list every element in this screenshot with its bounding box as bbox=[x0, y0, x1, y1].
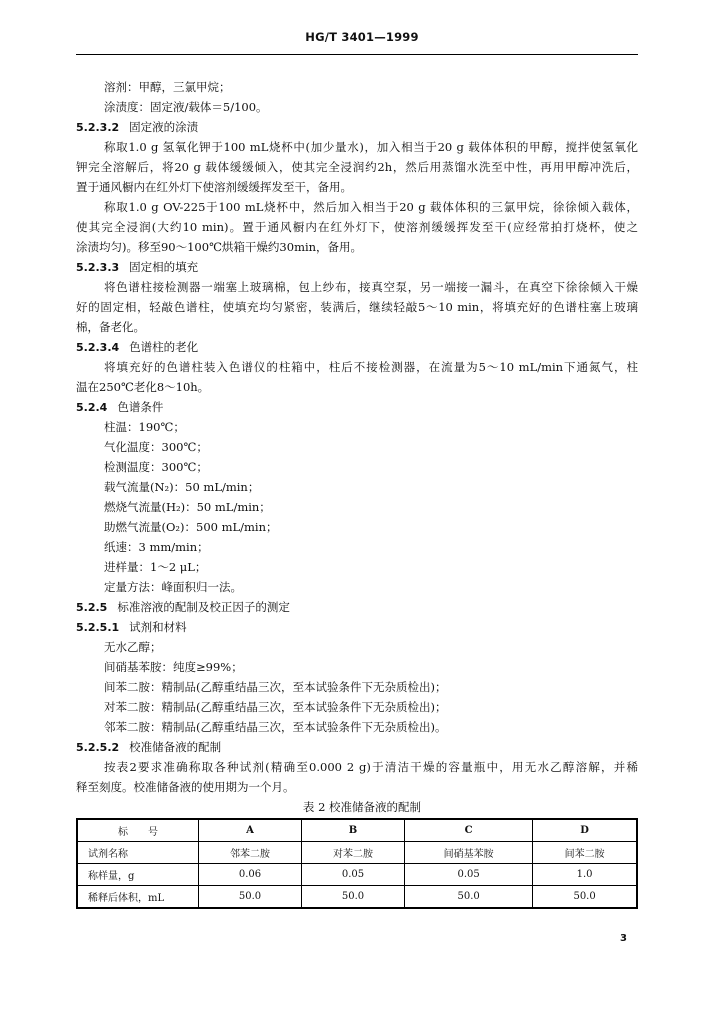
ratio-line: 涂渍度：固定液/载体＝5/100。 bbox=[104, 100, 268, 114]
reagent-item: 间苯二胺：精制品(乙醇重结晶三次，至本试验条件下无杂质检出)； bbox=[104, 680, 447, 694]
reagent-item: 对苯二胺：精制品(乙醇重结晶三次，至本试验条件下无杂质检出)； bbox=[104, 700, 447, 714]
paragraph-line: 钾完全溶解后，将20 g 载体缓缓倾入，使其完全浸润约2h，然后用蒸馏水洗至中性，再用甲醇冲洗后， bbox=[76, 160, 638, 174]
section-title: 固定液的涂渍 bbox=[129, 120, 199, 134]
table-row bbox=[77, 886, 637, 909]
condition-item: 进样量：1～2 μL； bbox=[104, 560, 207, 574]
condition-item: 纸速：3 mm/min； bbox=[104, 540, 209, 554]
section-number: 5.2.3.4 bbox=[76, 341, 120, 354]
section-title: 色谱条件 bbox=[117, 400, 164, 414]
section-5-2-3-4-heading bbox=[76, 339, 198, 356]
paragraph-line: 释至刻度。校准储备液的使用期为一个月。 bbox=[76, 780, 295, 794]
paragraph-line: 好的固定相，轻敲色谱柱，使填充均匀紧密，装满后，继续轻敲5～10 min，将填充好的色谱柱塞上玻璃 bbox=[76, 300, 638, 314]
section-5-2-3-2-heading bbox=[76, 119, 198, 136]
table-cell: 稀释后体积，mL bbox=[77, 886, 199, 909]
table-cell: 邻苯二胺 bbox=[199, 842, 302, 864]
page-number: 3 bbox=[620, 933, 627, 944]
section-number: 5.2.5 bbox=[76, 601, 108, 614]
section-5-2-5-heading bbox=[76, 599, 290, 616]
section-title: 色谱柱的老化 bbox=[129, 340, 199, 354]
condition-item: 柱温：190℃； bbox=[104, 420, 185, 434]
reagent-item: 间硝基苯胺：纯度≥99%； bbox=[104, 660, 243, 674]
condition-item: 助燃气流量(O₂)：500 mL/min； bbox=[104, 520, 278, 534]
paragraph-line: 棉，备老化。 bbox=[76, 320, 145, 334]
table-header-cell: C bbox=[405, 819, 533, 842]
condition-item: 燃烧气流量(H₂)：50 mL/min； bbox=[104, 500, 271, 514]
section-number: 5.2.3.2 bbox=[76, 121, 120, 134]
table-cell: 0.05 bbox=[302, 864, 405, 886]
table-cell: 对苯二胺 bbox=[302, 842, 405, 864]
section-title: 试剂和材料 bbox=[129, 620, 187, 634]
section-number: 5.2.4 bbox=[76, 401, 108, 414]
condition-item: 定量方法：峰面积归一法。 bbox=[104, 580, 242, 594]
table-cell: 试剂名称 bbox=[77, 842, 199, 864]
section-number: 5.2.3.3 bbox=[76, 261, 120, 274]
table-row bbox=[77, 842, 637, 864]
table-header-cell: 标 号 bbox=[77, 819, 199, 842]
paragraph-line: 称取1.0 g 氢氧化钾于100 mL烧杯中(加少量水)，加入相当于20 g 载体体积的甲醇，搅拌使氢氧化 bbox=[104, 140, 638, 154]
table-header-row bbox=[77, 819, 637, 842]
section-title: 标准溶液的配制及校正因子的测定 bbox=[117, 600, 290, 614]
section-5-2-5-2-heading bbox=[76, 739, 221, 756]
table-cell: 0.06 bbox=[199, 864, 302, 886]
condition-item: 气化温度：300℃； bbox=[104, 440, 208, 454]
section-number: 5.2.5.1 bbox=[76, 621, 120, 634]
table-row bbox=[77, 864, 637, 886]
table-cell: 1.0 bbox=[533, 864, 637, 886]
paragraph-line: 涂渍均匀)。移至90～100℃烘箱干燥约30min，备用。 bbox=[76, 240, 363, 254]
condition-item: 载气流量(N₂)：50 mL/min； bbox=[104, 480, 260, 494]
calibration-table bbox=[76, 818, 638, 909]
document-header: HG/T 3401—1999 bbox=[305, 30, 419, 44]
table-header-cell: A bbox=[199, 819, 302, 842]
paragraph-line: 将填充好的色谱柱装入色谱仪的柱箱中，柱后不接检测器，在流量为5～10 mL/min下通氮气，柱 bbox=[104, 360, 638, 374]
paragraph-line: 按表2要求准确称取各种试剂(精确至0.000 2 g)于清洁干燥的容量瓶中，用无水乙醇溶解，并稀 bbox=[104, 760, 638, 774]
table-cell: 50.0 bbox=[405, 886, 533, 909]
table-caption: 表 2 校准储备液的配制 bbox=[302, 800, 422, 814]
table-cell: 50.0 bbox=[302, 886, 405, 909]
section-5-2-4-heading bbox=[76, 399, 163, 416]
table-cell: 50.0 bbox=[533, 886, 637, 909]
section-5-2-5-1-heading bbox=[76, 619, 187, 636]
table-cell: 0.05 bbox=[405, 864, 533, 886]
section-title: 固定相的填充 bbox=[129, 260, 199, 274]
paragraph-line: 使其完全浸润(大约10 min)。置于通风橱内在红外灯下，使溶剂缓缓挥发至干(应经常拍打烧杯，使之 bbox=[76, 220, 638, 234]
condition-item: 检测温度：300℃； bbox=[104, 460, 208, 474]
paragraph-line: 温在250℃老化8～10h。 bbox=[76, 380, 210, 394]
table-header-cell: D bbox=[533, 819, 637, 842]
table-cell: 间苯二胺 bbox=[533, 842, 637, 864]
solvent-line: 溶剂：甲醇，三氯甲烷； bbox=[104, 80, 231, 94]
section-title: 校准储备液的配制 bbox=[129, 740, 222, 754]
reagent-item: 无水乙醇； bbox=[104, 640, 162, 654]
paragraph-line: 将色谱柱接检测器一端塞上玻璃棉，包上纱布，接真空泵，另一端接一漏斗，在真空下徐徐倾入干燥 bbox=[104, 280, 638, 294]
table-header-cell: B bbox=[302, 819, 405, 842]
section-5-2-3-3-heading bbox=[76, 259, 198, 276]
table-cell: 间硝基苯胺 bbox=[405, 842, 533, 864]
reagent-item: 邻苯二胺：精制品(乙醇重结晶三次，至本试验条件下无杂质检出)。 bbox=[104, 720, 447, 734]
paragraph-line: 称取1.0 g OV-225于100 mL烧杯中，然后加入相当于20 g 载体体积的三氯甲烷，徐徐倾入载体， bbox=[104, 200, 638, 214]
table-cell: 50.0 bbox=[199, 886, 302, 909]
section-number: 5.2.5.2 bbox=[76, 741, 120, 754]
table-cell: 称样量，g bbox=[77, 864, 199, 886]
header-rule bbox=[76, 54, 638, 55]
paragraph-line: 置于通风橱内在红外灯下使溶剂缓缓挥发至干，备用。 bbox=[76, 180, 352, 194]
